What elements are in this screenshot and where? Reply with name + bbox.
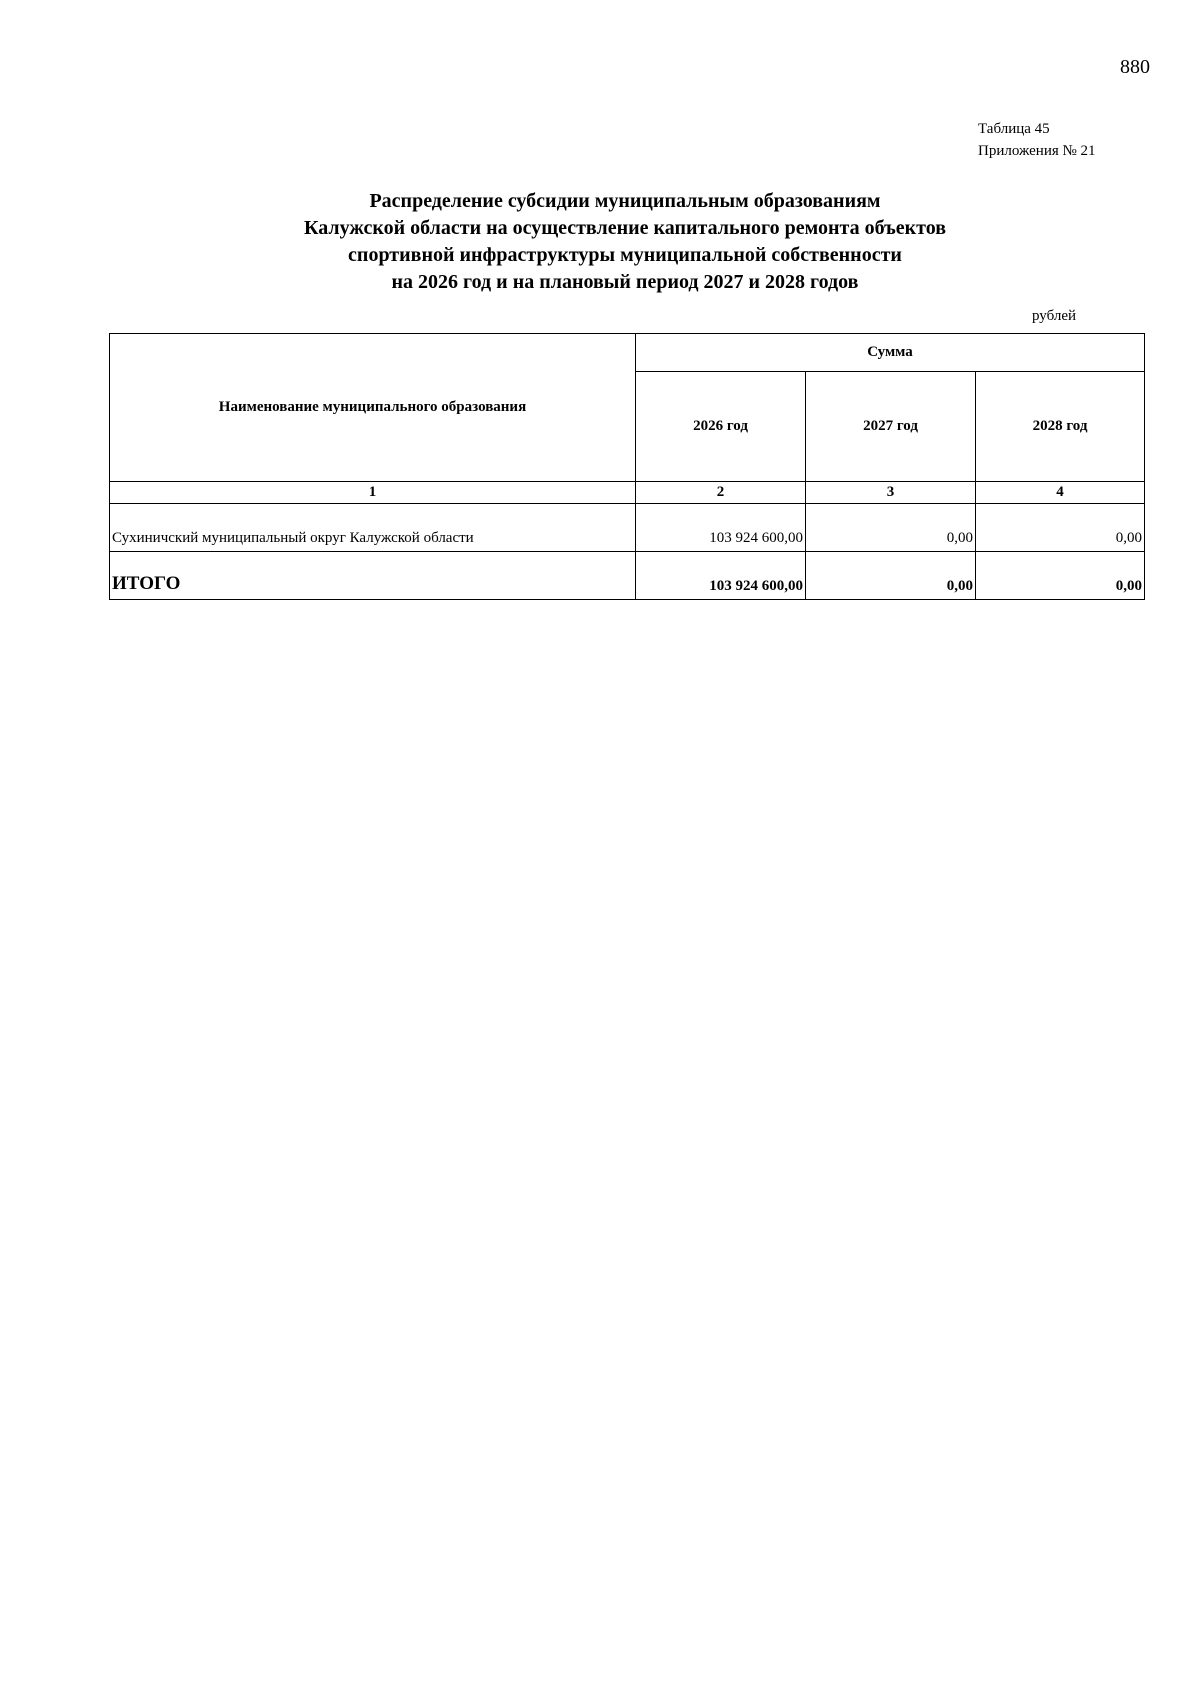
header-year-2026: 2026 год (636, 372, 806, 482)
column-number-1: 1 (110, 482, 636, 504)
units-label: рублей (1032, 308, 1077, 324)
column-number-2: 2 (636, 482, 806, 504)
page-number: 880 (1120, 56, 1150, 78)
table-row (110, 504, 1145, 552)
document-title (110, 188, 1140, 296)
table-reference (978, 118, 1096, 162)
total-row (110, 552, 1145, 600)
title-line-2: Калужской области на осуществление капитального ремонта объектов (303, 217, 947, 239)
title-line-3: спортивной инфраструктуры муниципальной собственности (348, 244, 902, 266)
header-year-2028: 2028 год (976, 372, 1145, 482)
header-row-sum (110, 334, 1145, 372)
total-value-2027: 0,00 (806, 552, 976, 600)
total-value-2028: 0,00 (976, 552, 1145, 600)
column-number-4: 4 (976, 482, 1145, 504)
subsidy-table (109, 333, 1145, 600)
column-number-row (110, 482, 1145, 504)
header-year-2027: 2027 год (806, 372, 976, 482)
column-number-3: 3 (806, 482, 976, 504)
table-reference-line-1: Таблица 45 (978, 121, 1050, 137)
total-value-2026: 103 924 600,00 (636, 552, 806, 600)
row-value-2027: 0,00 (806, 504, 976, 552)
row-name: Сухиничский муниципальный округ Калужской области (110, 504, 636, 552)
title-line-1: Распределение субсидии муниципальным образованиям (369, 190, 881, 212)
title-line-4: на 2026 год и на плановый период 2027 и 2028 годов (391, 271, 859, 293)
table-reference-line-2: Приложения № 21 (978, 143, 1096, 159)
header-name: Наименование муниципального образования (110, 334, 636, 482)
row-value-2028: 0,00 (976, 504, 1145, 552)
header-sum: Сумма (636, 334, 1145, 372)
row-value-2026: 103 924 600,00 (636, 504, 806, 552)
total-label: ИТОГО (110, 552, 636, 600)
